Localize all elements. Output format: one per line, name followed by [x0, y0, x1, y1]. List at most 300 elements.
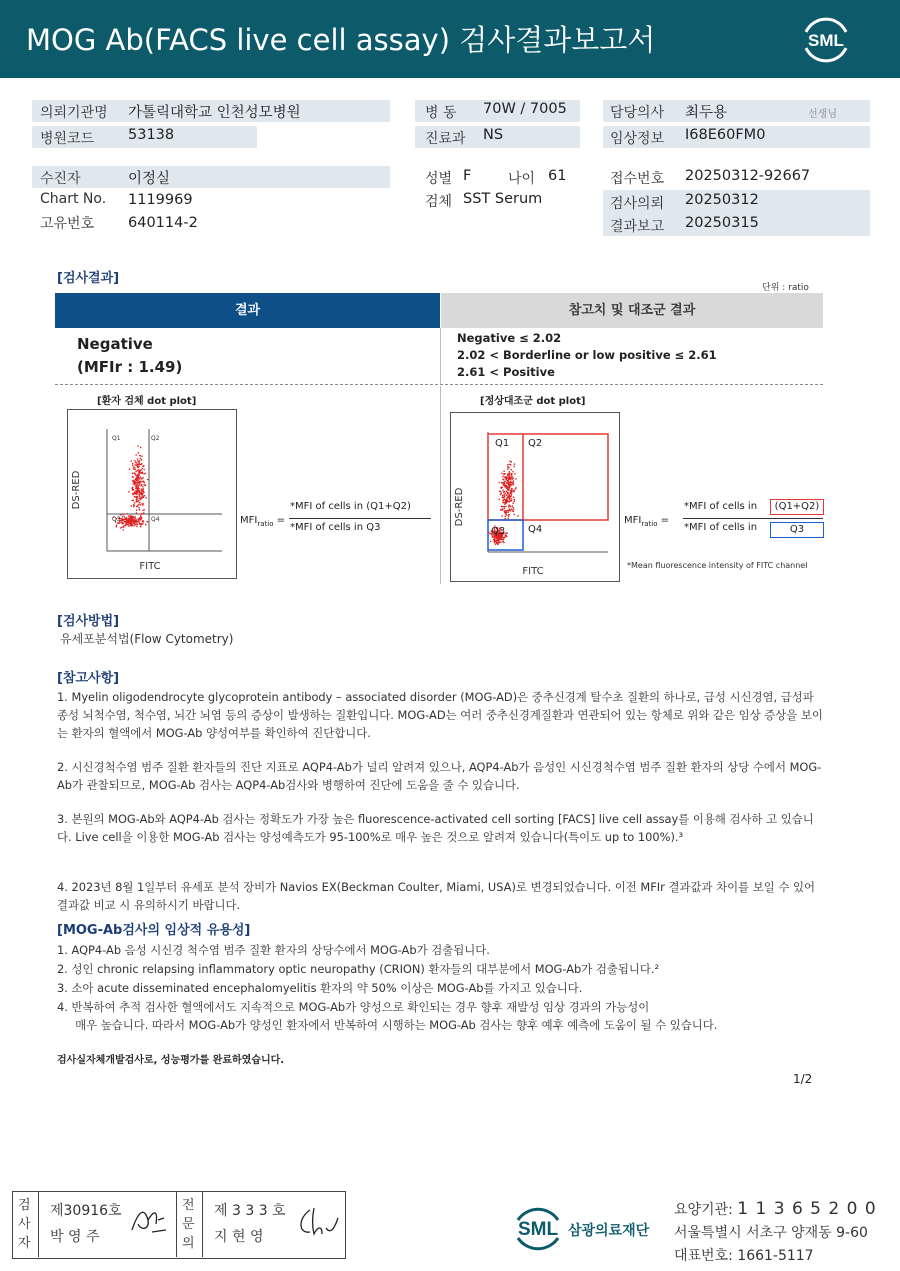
- scatter-dot: [138, 471, 140, 473]
- patient-q1-label: Q1: [112, 435, 121, 442]
- scatter-dot: [508, 493, 510, 495]
- scatter-dot: [502, 502, 504, 504]
- scatter-dot: [139, 509, 141, 511]
- scatter-dot: [506, 482, 508, 484]
- scatter-dot: [128, 525, 130, 527]
- patient-mfi-sub: ratio: [257, 520, 274, 528]
- scatter-dot: [137, 445, 139, 447]
- scatter-dot: [135, 454, 137, 456]
- scatter-dot: [122, 529, 124, 531]
- scatter-dot: [131, 505, 133, 507]
- col-reference: 참고치 및 대조군 결과: [441, 293, 823, 328]
- scatter-dot: [509, 485, 511, 487]
- control-q3-label: Q3: [491, 526, 506, 537]
- scatter-dot: [514, 501, 516, 503]
- scatter-dot: [128, 491, 130, 493]
- results-dashed-separator: [55, 384, 823, 385]
- scatter-dot: [508, 506, 510, 508]
- tester-number: 제30916호: [50, 1203, 122, 1219]
- care-code-line: [674, 1199, 877, 1219]
- scatter-dot: [132, 487, 134, 489]
- scatter-dot: [137, 466, 139, 468]
- results-table-header: [55, 293, 823, 328]
- scatter-dot: [143, 481, 145, 483]
- result-outcome: Negative: [77, 335, 153, 353]
- signature-div-2: [176, 1191, 177, 1257]
- scatter-dot: [505, 499, 507, 501]
- tester-signature-icon: [128, 1202, 168, 1238]
- scatter-dot: [506, 494, 508, 496]
- clinical-label: 임상정보: [610, 131, 665, 147]
- scatter-dot: [498, 482, 500, 484]
- validation-note: 검사실자체개발검사로, 성능평가를 완료하였습니다.: [57, 1055, 285, 1066]
- patient-plot-title: [환자 검체 dot plot]: [97, 396, 197, 407]
- scatter-dot: [511, 500, 513, 502]
- scatter-dot: [506, 497, 508, 499]
- report-label: 결과보고: [610, 219, 665, 235]
- scatter-dot: [133, 516, 135, 518]
- scatter-dot: [503, 537, 505, 539]
- scatter-dot: [128, 522, 130, 524]
- scatter-dot: [501, 515, 503, 517]
- scatter-dot: [143, 473, 145, 475]
- scatter-dot: [513, 480, 515, 482]
- scatter-dot: [145, 473, 147, 475]
- scatter-dot: [141, 503, 143, 505]
- scatter-dot: [513, 496, 515, 498]
- control-dot-plot: [450, 412, 620, 582]
- scatter-dot: [509, 477, 511, 479]
- scatter-dot: [136, 464, 138, 466]
- specialist-label: 전문의: [182, 1198, 195, 1251]
- doctor-suffix: 선생님: [808, 109, 837, 120]
- scatter-dot: [511, 488, 513, 490]
- org-address: 서울특별시 서초구 양재동 9-60: [674, 1225, 868, 1241]
- scatter-dot: [133, 504, 135, 506]
- scatter-dot: [503, 470, 505, 472]
- clinical-value: I68E60FM0: [685, 127, 766, 143]
- scatter-dot: [132, 465, 134, 467]
- scatter-dot: [513, 484, 515, 486]
- patient-plot-xlabel: FITC: [139, 561, 161, 572]
- scatter-dot: [504, 511, 506, 513]
- receipt-label: 접수번호: [610, 171, 665, 187]
- scatter-dot: [116, 526, 118, 528]
- scatter-dot: [504, 518, 506, 520]
- scatter-dot: [124, 516, 126, 518]
- scatter-dot: [503, 484, 505, 486]
- scatter-dot: [137, 476, 139, 478]
- plots-divider: [440, 386, 441, 584]
- scatter-dot: [495, 543, 497, 545]
- scatter-dot: [501, 506, 503, 508]
- scatter-dot: [143, 521, 145, 523]
- control-formula-line: [683, 518, 823, 519]
- scatter-dot: [514, 473, 516, 475]
- clinical-item-2: 2. 성인 chronic relapsing inflammatory optic neuropathy (CRION) 환자들의 대부분에서 MOG-Ab가 검출됩니다.²: [57, 962, 660, 976]
- scatter-dot: [500, 509, 502, 511]
- scatter-dot: [142, 513, 144, 515]
- signature-div-1: [38, 1191, 39, 1257]
- control-mfi-sub: ratio: [641, 520, 658, 528]
- scatter-dot: [502, 499, 504, 501]
- specialist-name: 지 현 영: [214, 1229, 264, 1245]
- scatter-dot: [140, 447, 142, 449]
- scatter-dot: [143, 497, 145, 499]
- scatter-dot: [134, 467, 136, 469]
- scatter-dot: [143, 512, 145, 514]
- note-item-4: 4. 2023년 8월 1일부터 유세포 분석 장비가 Navios EX(Beckman Coulter, Miami, USA)로 변경되었습니다. 이전 MFIr 결과값과 차이를 보일 수 있어 결과값 비교 시 유의하시기 바랍니다.: [57, 880, 815, 912]
- method-text: 유세포분석법(Flow Cytometry): [60, 632, 234, 646]
- scatter-dot: [504, 503, 506, 505]
- control-mfi-text: MFI: [624, 515, 642, 526]
- scatter-dot: [140, 525, 142, 527]
- footer-sml-logo-icon: [510, 1200, 566, 1256]
- sml-logo-text: SML: [808, 31, 844, 50]
- scatter-dot: [123, 525, 125, 527]
- results-divider: [440, 328, 441, 384]
- scatter-dot: [129, 520, 131, 522]
- report-title: MOG Ab(FACS live cell assay) 검사결과보고서: [26, 23, 656, 57]
- scatter-dot: [139, 466, 141, 468]
- scatter-dot: [506, 514, 508, 516]
- scatter-dot: [507, 511, 509, 513]
- scatter-dot: [502, 497, 504, 499]
- scatter-dot: [141, 468, 143, 470]
- scatter-dot: [142, 471, 144, 473]
- scatter-dot: [139, 496, 141, 498]
- scatter-dot: [135, 479, 137, 481]
- specialist-signature-icon: [296, 1204, 340, 1240]
- scatter-dot: [499, 542, 501, 544]
- scatter-dot: [138, 507, 140, 509]
- scatter-dot: [508, 471, 510, 473]
- sml-logo-icon: [800, 14, 852, 64]
- scatter-dot: [140, 524, 142, 526]
- scatter-dot: [501, 539, 503, 541]
- scatter-dot: [136, 493, 138, 495]
- scatter-dot: [509, 475, 511, 477]
- scatter-dot: [143, 469, 145, 471]
- scatter-dot: [145, 524, 147, 526]
- scatter-dot: [517, 515, 519, 517]
- scatter-dot: [135, 464, 137, 466]
- scatter-dot: [505, 535, 507, 537]
- specialist-number: 제 3 3 3 호: [214, 1203, 286, 1219]
- control-formula-num-prefix: *MFI of cells in: [684, 501, 758, 512]
- scatter-dot: [141, 478, 143, 480]
- receipt-value: 20250312-92667: [685, 168, 811, 184]
- scatter-dot: [501, 482, 503, 484]
- scatter-dot: [511, 508, 513, 510]
- scatter-dot: [133, 468, 135, 470]
- scatter-dot: [514, 499, 516, 501]
- note-item-1: 1. Myelin oligodendrocyte glycoprotein antibody – associated disorder (MOG-AD)은 중추신경계 탈수초 질환의 하나로, 급성 시신경염, 급성파종성 뇌척수염, 척수염, 뇌간 뇌염 등의 증상이 발생하는 질환입니다. MOG-AD는 여러 중추신경계질환과 연관되어 있는 항체로 위와 같은 임상 증상을 보이는 환자의 혈액에서 MOG-Ab 양성여부를 확인하여 진단합니다.: [57, 690, 823, 740]
- scatter-dot: [504, 496, 506, 498]
- scatter-dot: [510, 506, 512, 508]
- scatter-dot: [134, 460, 136, 462]
- scatter-dot: [145, 485, 147, 487]
- scatter-dot: [507, 468, 509, 470]
- scatter-dot: [137, 479, 139, 481]
- scatter-dot: [509, 508, 511, 510]
- scatter-dot: [504, 506, 506, 508]
- scatter-dot: [497, 539, 499, 541]
- scatter-dot: [508, 514, 510, 516]
- institution-value: 가톨릭대학교 인천성모병원: [128, 105, 301, 121]
- scatter-dot: [136, 477, 138, 479]
- scatter-dot: [509, 482, 511, 484]
- scatter-dot: [506, 532, 508, 534]
- clinical-item-4: 4. 반복하여 추적 검사한 혈액에서도 지속적으로 MOG-Ab가 양성으로 확인되는 경우 향후 재발성 임상 경과의 가능성이: [57, 1000, 650, 1014]
- scatter-dot: [141, 497, 143, 499]
- scatter-dot: [502, 476, 504, 478]
- tester-label: 검사자: [18, 1198, 31, 1251]
- scatter-dot: [128, 523, 130, 525]
- scatter-dot: [507, 481, 509, 483]
- scatter-dot: [141, 464, 143, 466]
- chart-value: 1119969: [128, 192, 193, 208]
- scatter-dot: [140, 481, 142, 483]
- results-section-title: [검사결과]: [57, 271, 120, 286]
- scatter-dot: [142, 466, 144, 468]
- scatter-dot: [138, 485, 140, 487]
- scatter-dot: [116, 525, 118, 527]
- scatter-dot: [135, 482, 137, 484]
- scatter-dot: [498, 540, 500, 542]
- doctor-value: 최두용: [685, 105, 728, 121]
- scatter-dot: [505, 486, 507, 488]
- scatter-dot: [141, 517, 143, 519]
- note-item-2: 2. 시신경척수염 범주 질환 환자들의 진단 지표로 AQP4-Ab가 널리 알려져 있으나, AQP4-Ab가 음성인 시신경척수염 범주 질환 환자의 상당 수에서 MOG-Ab가 관찰되므로, MOG-Ab 검사는 AQP4-Ab검사와 병행하여 진단에 도움을 줄 수 있습니다.: [57, 760, 822, 792]
- scatter-dot: [121, 522, 123, 524]
- scatter-dot: [501, 473, 503, 475]
- control-plot-title: [정상대조군 dot plot]: [480, 396, 586, 407]
- scatter-dot: [511, 494, 513, 496]
- scatter-dot: [139, 455, 141, 457]
- scatter-dot: [509, 495, 511, 497]
- clinical-item-1: 1. AQP4-Ab 음성 시신경 척수염 범주 질환 환자의 상당수에서 MOG-Ab가 검출됩니다.: [57, 943, 490, 957]
- report-header: [0, 0, 900, 78]
- scatter-dot: [140, 515, 142, 517]
- scatter-dot: [141, 455, 143, 457]
- scatter-dot: [136, 496, 138, 498]
- signature-div-3: [202, 1191, 203, 1257]
- scatter-dot: [137, 497, 139, 499]
- patient-formula-numerator: *MFI of cells in (Q1+Q2): [290, 501, 411, 512]
- scatter-dot: [508, 475, 510, 477]
- scatter-dot: [135, 518, 137, 520]
- scatter-dot: [135, 523, 137, 525]
- scatter-dot: [147, 479, 149, 481]
- ward-value: 70W / 7005: [483, 101, 567, 117]
- id-value: 640114-2: [128, 215, 198, 231]
- scatter-dot: [131, 524, 133, 526]
- scatter-dot: [147, 521, 149, 523]
- band-patient: [32, 166, 390, 188]
- footer-org-name: 삼광의료재단: [568, 1223, 650, 1239]
- specimen-label: 검체: [425, 194, 453, 210]
- scatter-dot: [139, 502, 141, 504]
- chart-label: Chart No.: [40, 191, 107, 207]
- scatter-dot: [138, 520, 140, 522]
- scatter-dot: [130, 460, 132, 462]
- scatter-dot: [512, 502, 514, 504]
- control-formula-den-prefix: *MFI of cells in: [684, 522, 758, 533]
- patient-q4-label: Q4: [151, 516, 160, 523]
- doctor-label: 담당의사: [610, 105, 665, 121]
- id-label: 고유번호: [40, 216, 95, 232]
- scatter-dot: [136, 512, 138, 514]
- request-label: 검사의뢰: [610, 196, 665, 212]
- scatter-dot: [504, 501, 506, 503]
- scatter-dot: [133, 472, 135, 474]
- scatter-dot: [140, 499, 142, 501]
- care-code-value: 1 1 3 6 5 2 0 0: [737, 1199, 877, 1219]
- scatter-dot: [125, 521, 127, 523]
- scatter-dot: [141, 484, 143, 486]
- scatter-dot: [494, 538, 496, 540]
- scatter-dot: [121, 526, 123, 528]
- page-number: 1/2: [793, 1072, 813, 1086]
- scatter-dot: [144, 495, 146, 497]
- scatter-dot: [132, 476, 134, 478]
- scatter-dot: [514, 463, 516, 465]
- scatter-dot: [134, 469, 136, 471]
- scatter-dot: [136, 499, 138, 501]
- mfi-footnote: *Mean fluorescence intensity of FITC channel: [627, 561, 808, 570]
- patient-formula-line: [289, 518, 431, 519]
- scatter-dot: [497, 544, 499, 546]
- scatter-dot: [488, 532, 490, 534]
- scatter-dot: [133, 481, 135, 483]
- scatter-dot: [511, 474, 513, 476]
- scatter-dot: [134, 516, 136, 518]
- scatter-dot: [138, 461, 140, 463]
- control-formula-den-box: Q3: [770, 522, 824, 538]
- scatter-dot: [502, 495, 504, 497]
- scatter-dot: [136, 490, 138, 492]
- scatter-dot: [135, 471, 137, 473]
- scatter-dot: [511, 476, 513, 478]
- scatter-dot: [133, 466, 135, 468]
- note-item-3: 3. 본원의 MOG-Ab와 AQP4-Ab 검사는 정확도가 가장 높은 fluorescence-activated cell sorting [FACS] live cell assay를 이용해 검사하 고 있습니다. Live cell을 이용한 MOG-Ab 검사는 양성예측도가 95-100%로 매우 높은 것으로 알려져 있습니다(특이도 up to 100%).³: [57, 812, 814, 844]
- scatter-dot: [512, 507, 514, 509]
- scatter-dot: [515, 478, 517, 480]
- control-plot-ylabel: DS-RED: [454, 487, 465, 527]
- scatter-dot: [121, 520, 123, 522]
- scatter-dot: [503, 494, 505, 496]
- scatter-dot: [505, 506, 507, 508]
- scatter-dot: [510, 480, 512, 482]
- ref-negative: Negative ≤ 2.02: [457, 331, 562, 345]
- scatter-dot: [507, 464, 509, 466]
- scatter-dot: [141, 459, 143, 461]
- scatter-dot: [137, 518, 139, 520]
- scatter-dot: [138, 481, 140, 483]
- control-q1-label: Q1: [495, 438, 510, 449]
- scatter-dot: [132, 519, 134, 521]
- sex-value: F: [463, 168, 472, 184]
- scatter-dot: [501, 487, 503, 489]
- phone-value: 1661-5117: [737, 1248, 814, 1264]
- scatter-dot: [504, 476, 506, 478]
- scatter-dot: [506, 485, 508, 487]
- ref-borderline: 2.02 < Borderline or low positive ≤ 2.61: [457, 348, 717, 362]
- scatter-dot: [506, 477, 508, 479]
- scatter-dot: [137, 458, 139, 460]
- scatter-dot: [140, 519, 142, 521]
- scatter-dot: [511, 478, 513, 480]
- control-plot-xlabel: FITC: [522, 566, 544, 577]
- col-result: 결과: [55, 293, 440, 328]
- scatter-dot: [138, 494, 140, 496]
- report-value: 20250315: [685, 215, 759, 231]
- scatter-dot: [132, 463, 134, 465]
- notes-title: [참고사항]: [57, 671, 120, 686]
- control-formula-num-box: (Q1+Q2): [770, 499, 824, 515]
- scatter-dot: [504, 483, 506, 485]
- scatter-dot: [501, 493, 503, 495]
- scatter-dot: [503, 491, 505, 493]
- clinical-item-3: 3. 소아 acute disseminated encephalomyelitis 환자의 약 50% 이상은 MOG-Ab를 가지고 있습니다.: [57, 981, 583, 995]
- control-q2-label: Q2: [528, 438, 543, 449]
- scatter-dot: [509, 464, 511, 466]
- control-q4-label: Q4: [528, 524, 543, 535]
- scatter-dot: [505, 516, 507, 518]
- scatter-dot: [134, 523, 136, 525]
- scatter-dot: [512, 505, 514, 507]
- care-code-label: 요양기관:: [674, 1202, 733, 1218]
- scatter-dot: [140, 476, 142, 478]
- specimen-value: SST Serum: [463, 191, 543, 207]
- patient-label: 수진자: [40, 171, 81, 187]
- scatter-dot: [515, 488, 517, 490]
- age-value: 61: [548, 168, 567, 184]
- scatter-dot: [513, 491, 515, 493]
- scatter-dot: [136, 509, 138, 511]
- scatter-dot: [145, 497, 147, 499]
- scatter-dot: [129, 522, 131, 524]
- scatter-dot: [135, 493, 137, 495]
- scatter-dot: [135, 486, 137, 488]
- scatter-dot: [142, 486, 144, 488]
- scatter-dot: [509, 499, 511, 501]
- tester-name: 박 영 주: [50, 1229, 100, 1245]
- patient-q3-label: Q3: [112, 516, 121, 523]
- scatter-dot: [139, 517, 141, 519]
- hospital-code-value: 53138: [128, 127, 175, 143]
- scatter-dot: [137, 483, 139, 485]
- scatter-dot: [504, 508, 506, 510]
- scatter-dot: [508, 515, 510, 517]
- scatter-dot: [510, 469, 512, 471]
- scatter-dot: [507, 492, 509, 494]
- scatter-dot: [509, 478, 511, 480]
- method-title: [검사방법]: [57, 614, 120, 629]
- scatter-dot: [134, 502, 136, 504]
- scatter-dot: [129, 525, 131, 527]
- scatter-dot: [510, 484, 512, 486]
- patient-mfi-label: $MFI_{ratio}$ =: [240, 515, 286, 528]
- scatter-dot: [490, 541, 492, 543]
- scatter-dot: [503, 542, 505, 544]
- patient-plot-ylabel: DS-RED: [71, 470, 82, 510]
- age-label: 나이: [508, 171, 536, 187]
- scatter-dot: [128, 515, 130, 517]
- scatter-dot: [129, 468, 131, 470]
- scatter-dot: [502, 489, 504, 491]
